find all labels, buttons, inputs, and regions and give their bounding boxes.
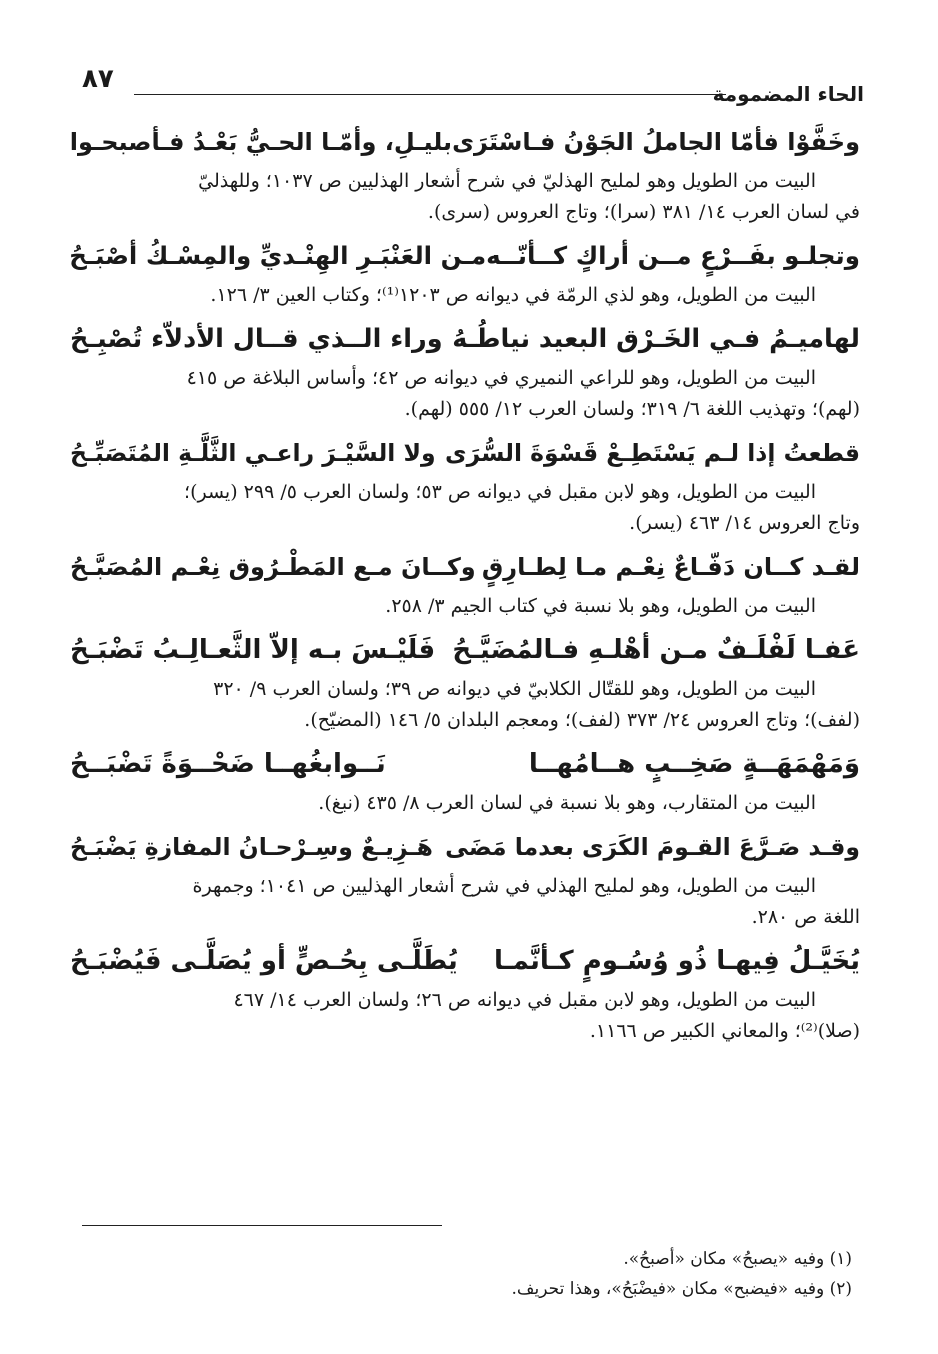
footnote: (١) وفيه «يصبحُ» مكان «أصبحُ». [623, 1249, 852, 1269]
verse-entries [70, 118, 860, 1051]
first-hemistich: يُخَيَّـلُ فِيهـا ذُو وُسُـومٍ كـأنَّمـا [494, 946, 860, 976]
second-hemistich: وكــانَ مـع المَطْـرُوق نِعْـم المُصَبَّـحُ [70, 553, 476, 581]
second-hemistich: يُطَلَّـى بِحُـصٍّ أو يُصَلَّـى فَيُضْبَـحُ [70, 946, 458, 976]
note-line: وتاج العروس ١٤/ ٤٦٣ (يسر). [629, 512, 860, 534]
verse-note [70, 788, 860, 819]
verse-entry [70, 937, 860, 1047]
note-line: في لسان العرب ١٤/ ٣٨١ (سرا)؛ وتاج العروس (سرى). [427, 201, 860, 223]
second-hemistich: بليـلِ، وأمّـا الحـيُّ بَعْـدُ فـأصبحـوا [69, 128, 453, 156]
verse-note [70, 591, 860, 622]
note-line: البيت من الطويل وهو لمليح الهذليّ في شرح أشعار الهذليين ص ١٠٣٧؛ وللهذليّ [198, 170, 816, 192]
verse-note [70, 280, 860, 311]
first-hemistich: وخَفَّوْا فأمّا الجاملُ الجَوْنُ فـاسْتَرَى [452, 128, 860, 156]
verse-note [70, 363, 860, 425]
footnote: (٢) وفيه «فيضبح» مكان «فيضْبَحُ»، وهذا تحريف. [511, 1279, 852, 1299]
first-hemistich: وَمَهْمَهَــةٍ صَخِــبٍ هــامُهــا [528, 749, 860, 779]
verse-line [70, 315, 860, 363]
verse-line [70, 232, 860, 280]
verse-line [70, 740, 860, 788]
note-line: البيت من الطويل، وهو لمليح الهذلي في شرح أشعار الهذليين ص ١٠٤١؛ وجمهرة [192, 875, 816, 897]
verse-entry [70, 740, 860, 819]
second-hemistich: نَــوابغُهــا ضَحْــوَةً تَضْبَــحُ [70, 749, 386, 779]
first-hemistich: وتجلـو بفَــرْعٍ مــن أراكٍ كــأنّــه [486, 241, 860, 270]
note-line: (لفف)؛ وتاج العروس ٢٤/ ٣٧٣ (لفف)؛ ومعجم البلدان ٥/ ١٤٦ (المضيّح). [304, 709, 860, 731]
note-line: البيت من الطويل، وهو بلا نسبة في كتاب الجيم ٣/ ٢٥٨. [385, 595, 816, 617]
verse-entry [70, 429, 860, 539]
second-hemistich: وراء الــذي قــال الأدلاّء تُصْبِـحُ [70, 324, 443, 354]
verse-note [70, 871, 860, 933]
second-hemistich: هَـزِيـعٌ وسِـرْحـانُ المفازةِ يَضْبَـحُ [70, 833, 433, 861]
first-hemistich: قطعتُ إذا لـم يَسْتَطِـعْ قَسْوَةَ السُّرَى [445, 439, 860, 467]
verse-note [70, 674, 860, 736]
footnotes [82, 1225, 852, 1304]
note-line: البيت من الطويل، وهو للقتّال الكلابيّ في ديوانه ص ٣٩؛ ولسان العرب ٩/ ٣٢٠ [213, 678, 816, 700]
note-line: البيت من الطويل، وهو لذي الرمّة في ديوانه ص ١٢٠٣⁽¹⁾؛ وكتاب العين ٣/ ١٢٦. [210, 284, 816, 306]
first-hemistich: لهاميـمُ فـي الخَـرْق البعيد نياطُـهُ [452, 324, 860, 354]
page-header [82, 58, 864, 110]
note-line: (صلا)⁽²⁾؛ والمعاني الكبير ص ١١٦٦. [589, 1020, 860, 1042]
verse-line [70, 118, 860, 166]
note-line: البيت من الطويل، وهو لابن مقبل في ديوانه ص ٢٦؛ ولسان العرب ١٤/ ٤٦٧ [233, 989, 816, 1011]
note-line: البيت من الطويل، وهو للراعي النميري في ديوانه ص ٤٢؛ وأساس البلاغة ص ٤١٥ [186, 367, 816, 389]
verse-line [70, 543, 860, 591]
note-line: (لهم)؛ وتهذيب اللغة ٦/ ٣١٩؛ ولسان العرب ١٢/ ٥٥٥ (لهم). [404, 398, 860, 420]
second-hemistich: فَلَيْـسَ بـه إلاّ الثَّعـالِـبُ تَضْبَـحُ [70, 635, 436, 665]
header-rule [134, 94, 726, 95]
verse-entry [70, 543, 860, 622]
verse-line [70, 626, 860, 674]
first-hemistich: وقـد صَـرَّعَ القـومَ الكَرَى بعدما مَضَى [445, 833, 860, 861]
running-title: الحاء المضمومة [712, 82, 864, 106]
first-hemistich: لقـد كــان دَفّـاعٌ نِعْـم مـا لِطـارِقٍ [481, 553, 860, 581]
first-hemistich: عَفـا لَفْلَـفٌ مـن أهْلـهِ فـالمُضَيَّـحُ [452, 635, 860, 665]
note-line: اللغة ص ٢٨٠. [751, 906, 860, 928]
verse-line [70, 429, 860, 477]
page-number: ٨٧ [82, 64, 114, 94]
note-line: البيت من الطويل، وهو لابن مقبل في ديوانه ص ٥٣؛ ولسان العرب ٥/ ٢٩٩ (يسر)؛ [184, 481, 816, 503]
verse-entry [70, 823, 860, 933]
verse-entry [70, 626, 860, 736]
second-hemistich: مـن العَنْبَـرِ الهِنْـديِّ والمِسْـكُ أصْبَـحُ [69, 241, 487, 270]
footnote-rule [82, 1225, 442, 1226]
note-line: البيت من المتقارب، وهو بلا نسبة في لسان العرب ٨/ ٤٣٥ (نبغ). [318, 792, 816, 814]
second-hemistich: ولا السَّيْـرَ راعـي الثَّلَّـةِ المُتَصَبِّـحُ [70, 439, 436, 467]
verse-entry [70, 118, 860, 228]
verse-note [70, 985, 860, 1047]
verse-note [70, 166, 860, 228]
verse-entry [70, 315, 860, 425]
verse-line [70, 937, 860, 985]
verse-note [70, 477, 860, 539]
verse-entry [70, 232, 860, 311]
verse-line [70, 823, 860, 871]
